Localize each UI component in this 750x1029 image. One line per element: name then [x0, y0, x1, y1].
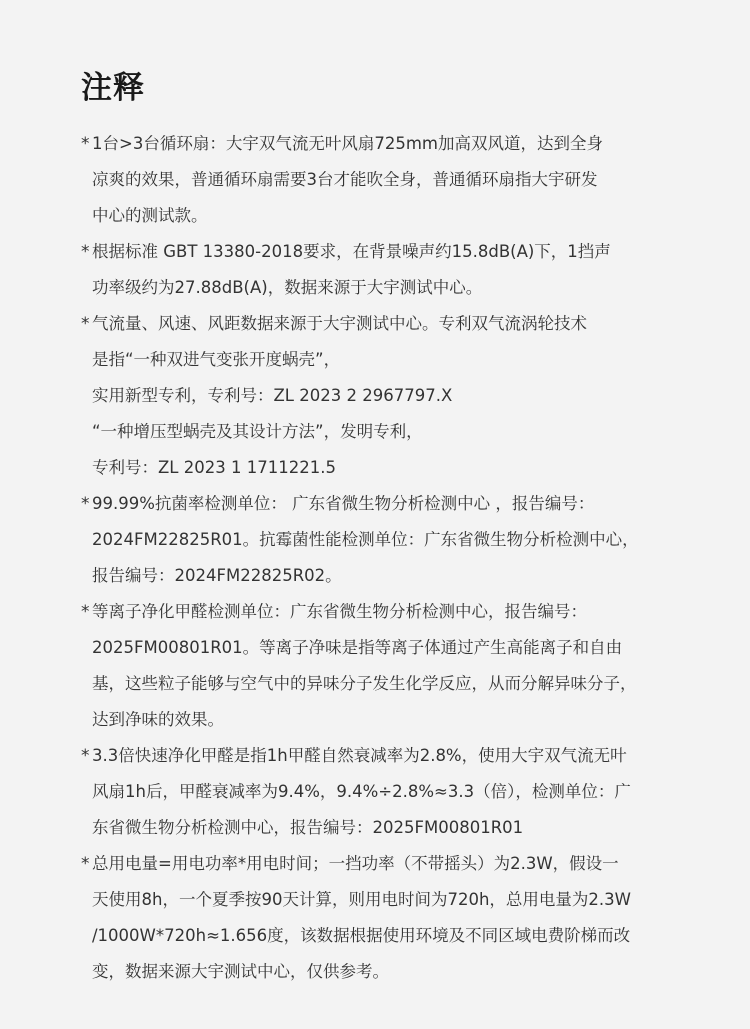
- note-marker: *: [81, 746, 90, 766]
- note-marker: *: [81, 242, 90, 262]
- note-line: “一种增压型蜗壳及其设计方法”，发明专利，: [92, 422, 423, 441]
- note-line: 达到净味的效果。: [92, 710, 224, 729]
- note-line: 等离子净化甲醛检测单位：广东省微生物分析检测中心，报告编号：: [92, 602, 587, 621]
- note-line: 3.3倍快速净化甲醛是指1h甲醛自然衰减率为2.8%，使用大宇双气流无叶: [92, 746, 627, 765]
- note-line: 1台>3台循环扇：大宇双气流无叶风扇725mm加高双风道，达到全身: [92, 134, 603, 153]
- note-marker: *: [81, 602, 90, 622]
- note-item: [81, 738, 741, 846]
- note-line: 变，数据来源大宇测试中心，仅供参考。: [92, 962, 389, 981]
- note-line: 99.99%抗菌率检测单位： 广东省微生物分析检测中心 ，报告编号：: [92, 494, 595, 513]
- page-title: 注释: [81, 70, 145, 106]
- note-item: [81, 846, 741, 990]
- note-line: 专利号：ZL 2023 1 1711221.5: [92, 458, 336, 477]
- note-item: [81, 594, 741, 738]
- note-marker: *: [81, 314, 90, 334]
- note-line: 气流量、风速、风距数据来源于大宇测试中心。专利双气流涡轮技术: [92, 314, 587, 333]
- note-marker: *: [81, 134, 90, 154]
- note-item: [81, 486, 741, 594]
- note-marker: *: [81, 854, 90, 874]
- note-line: 功率级约为27.88dB(A)，数据来源于大宇测试中心。: [92, 278, 483, 297]
- note-line: 东省微生物分析检测中心，报告编号：2025FM00801R01: [92, 818, 524, 837]
- note-item: [81, 306, 741, 486]
- note-marker: *: [81, 494, 90, 514]
- note-line: 报告编号：2024FM22825R02。: [92, 566, 342, 585]
- note-item: [81, 234, 741, 306]
- note-line: /1000W*720h≈1.656度，该数据根据使用环境及不同区域电费阶梯而改: [92, 926, 631, 945]
- note-line: 风扇1h后，甲醛衰减率为9.4%，9.4%÷2.8%≈3.3（倍），检测单位：广: [92, 782, 631, 801]
- note-line: 是指“一种双进气变张开度蜗壳”，: [92, 350, 341, 369]
- note-line: 凉爽的效果，普通循环扇需要3台才能吹全身，普通循环扇指大宇研发: [92, 170, 598, 189]
- note-line: 天使用8h，一个夏季按90天计算，则用电时间为720h，总用电量为2.3W: [92, 890, 631, 909]
- note-line: 根据标准 GBT 13380-2018要求，在背景噪声约15.8dB(A)下，1挡声: [92, 242, 611, 261]
- note-line: 基，这些粒子能够与空气中的异味分子发生化学反应，从而分解异味分子，: [92, 674, 637, 693]
- note-line: 实用新型专利，专利号：ZL 2023 2 2967797.X: [92, 386, 453, 405]
- note-line: 2024FM22825R01。抗霉菌性能检测单位：广东省微生物分析检测中心，: [92, 530, 639, 549]
- notes-list: [81, 126, 741, 990]
- note-item: [81, 126, 741, 234]
- note-line: 总用电量=用电功率*用电时间；一挡功率（不带摇头）为2.3W，假设一: [92, 854, 619, 873]
- note-line: 2025FM00801R01。等离子净味是指等离子体通过产生高能离子和自由: [92, 638, 623, 657]
- note-line: 中心的测试款。: [92, 206, 208, 225]
